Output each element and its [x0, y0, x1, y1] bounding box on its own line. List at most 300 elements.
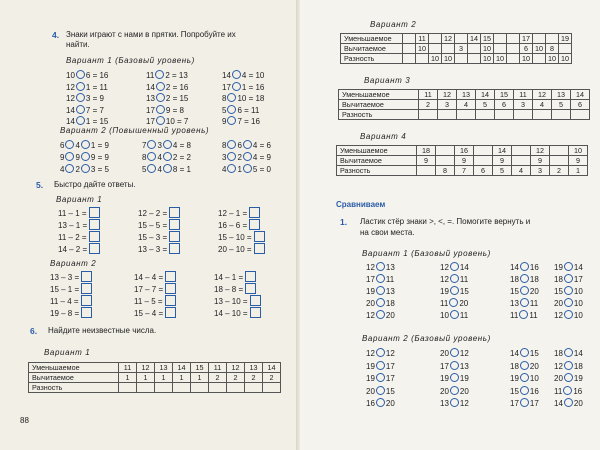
sign-circle[interactable]	[450, 348, 459, 357]
difference-table	[338, 89, 590, 120]
table-cell[interactable]	[457, 110, 476, 120]
expr-part: 12	[366, 349, 375, 358]
expr-text: 13 – 3 =	[138, 245, 168, 254]
task-number: 5.	[36, 180, 44, 190]
table-cell: 5	[552, 100, 571, 110]
sign-circle[interactable]	[519, 310, 528, 319]
sign-expression	[146, 105, 184, 116]
table-cell[interactable]	[550, 146, 569, 156]
sign-circle[interactable]	[450, 386, 459, 395]
compare-expression	[554, 386, 582, 397]
answer-box[interactable]	[250, 295, 261, 306]
expr-part: 15	[510, 386, 519, 396]
sign-circle[interactable]	[376, 274, 385, 283]
sign-circle[interactable]	[232, 70, 241, 79]
table-cell: 11	[119, 363, 137, 373]
sign-expression	[222, 116, 260, 127]
sign-expression	[142, 152, 191, 163]
sign-circle[interactable]	[564, 348, 573, 357]
expr-part: 19	[459, 374, 469, 383]
sign-circle[interactable]	[450, 398, 459, 407]
sign-circle[interactable]	[376, 310, 385, 319]
answer-box[interactable]	[81, 283, 92, 294]
table-cell: 1	[155, 373, 173, 383]
table-cell[interactable]	[512, 156, 531, 166]
table-cell[interactable]	[514, 110, 533, 120]
table-cell[interactable]	[191, 383, 209, 393]
sign-expression	[222, 164, 271, 175]
table-cell[interactable]	[429, 34, 442, 44]
answer-box[interactable]	[245, 283, 256, 294]
expr-part: 12	[440, 275, 449, 284]
expr-part: 3	[157, 141, 162, 150]
table-cell[interactable]	[476, 110, 495, 120]
sign-circle[interactable]	[76, 93, 85, 102]
variant-heading: Вариант 3	[364, 76, 411, 85]
table-cell: 6	[495, 100, 514, 110]
sign-expression	[142, 164, 191, 175]
answer-box[interactable]	[249, 219, 260, 230]
expr-part: 18	[554, 275, 563, 284]
expr-part: 12	[554, 311, 563, 320]
expr-text: 14 – 10 =	[214, 309, 248, 318]
expr-part: 13	[146, 94, 155, 103]
table-cell: 9	[417, 156, 436, 166]
expr-part: 20	[385, 399, 395, 408]
table-cell[interactable]	[507, 34, 520, 44]
sign-expression	[222, 105, 259, 116]
sign-circle[interactable]	[376, 286, 385, 295]
sign-circle[interactable]	[227, 140, 236, 149]
table-cell[interactable]	[512, 146, 531, 156]
compare-expression	[366, 348, 395, 359]
expr-part: 15	[385, 386, 395, 396]
sign-circle[interactable]	[520, 286, 529, 295]
sign-circle[interactable]	[450, 262, 459, 271]
sign-circle[interactable]	[520, 262, 529, 271]
expr-part: 16	[529, 386, 539, 396]
answer-box[interactable]	[165, 295, 176, 306]
expr-part: 19	[573, 374, 583, 383]
expr-part: 12	[66, 82, 75, 92]
task-number: 1.	[340, 217, 348, 227]
expr-part: 11	[459, 275, 469, 284]
sign-circle[interactable]	[81, 152, 90, 161]
table-cell[interactable]	[559, 44, 572, 54]
expr-part: 17	[385, 361, 395, 371]
sign-circle[interactable]	[564, 274, 573, 283]
sign-circle[interactable]	[450, 274, 459, 283]
sign-circle[interactable]	[147, 164, 156, 173]
variant-heading: Вариант 2	[370, 20, 417, 29]
sign-circle[interactable]	[65, 152, 74, 161]
row-label: Вычитаемое	[339, 100, 419, 110]
table-cell[interactable]	[155, 383, 173, 393]
compare-expression	[366, 286, 395, 297]
answer-box[interactable]	[81, 307, 92, 318]
sign-circle[interactable]	[243, 140, 252, 149]
expr-part: 9	[75, 153, 80, 162]
sign-circle[interactable]	[564, 398, 573, 407]
sign-circle[interactable]	[81, 140, 90, 149]
table-cell: 10	[533, 44, 546, 54]
expr-text: 15 – 1 =	[50, 285, 80, 294]
table-cell[interactable]	[571, 110, 590, 120]
expr-part: 11	[510, 311, 519, 320]
sign-circle[interactable]	[450, 373, 459, 382]
table-cell: 4	[512, 166, 531, 176]
sign-expression	[222, 70, 264, 81]
sign-circle[interactable]	[156, 105, 165, 114]
table-cell: 12	[533, 90, 552, 100]
expr-part: 15	[554, 287, 563, 296]
table-cell[interactable]	[263, 383, 281, 393]
task-title: Быстро дайте ответы.	[54, 180, 136, 189]
sign-circle[interactable]	[564, 298, 573, 307]
table-cell: 2	[550, 166, 569, 176]
sign-circle[interactable]	[227, 93, 236, 102]
sign-circle[interactable]	[376, 298, 385, 307]
sign-circle[interactable]	[520, 398, 529, 407]
sign-circle[interactable]	[520, 274, 529, 283]
answer-expression	[138, 219, 180, 231]
table-cell[interactable]	[495, 110, 514, 120]
expr-part: 13	[459, 361, 469, 371]
sign-circle[interactable]	[520, 361, 529, 370]
expr-part: 12	[459, 349, 469, 358]
table-cell[interactable]	[507, 54, 520, 64]
expr-part: 15	[510, 287, 519, 296]
sign-circle[interactable]	[76, 105, 85, 114]
sign-circle[interactable]	[76, 116, 85, 125]
table-cell[interactable]	[227, 383, 245, 393]
table-cell[interactable]	[209, 383, 227, 393]
answer-expression	[134, 307, 176, 319]
answer-expression	[50, 295, 92, 307]
sign-circle[interactable]	[376, 373, 385, 382]
sign-circle[interactable]	[376, 386, 385, 395]
sign-circle[interactable]	[147, 140, 156, 149]
answer-box[interactable]	[89, 207, 100, 218]
table-cell: 6	[474, 166, 493, 176]
table-cell: 13	[457, 90, 476, 100]
table-cell[interactable]	[403, 54, 416, 64]
sign-expression	[222, 140, 271, 151]
table-cell: 13	[552, 90, 571, 100]
sign-circle[interactable]	[520, 348, 529, 357]
table-cell[interactable]	[438, 110, 457, 120]
table-cell: 10	[442, 54, 455, 64]
expr-part: 17	[510, 399, 519, 408]
expr-part: 19	[366, 374, 375, 383]
table-row	[337, 146, 588, 156]
table-cell[interactable]	[403, 34, 416, 44]
answer-box[interactable]	[165, 271, 176, 282]
expr-part: 14	[554, 399, 563, 408]
sign-circle[interactable]	[564, 262, 573, 271]
table-cell[interactable]	[419, 110, 438, 120]
sign-circle[interactable]	[65, 140, 74, 149]
answer-expression	[218, 231, 265, 243]
answer-box[interactable]	[169, 231, 180, 242]
expr-part: 18	[510, 361, 519, 371]
expr-part: 13	[510, 299, 519, 308]
table-cell[interactable]	[494, 44, 507, 54]
compare-expression	[366, 373, 395, 384]
expr-part: 20	[459, 299, 469, 308]
compare-expression	[510, 286, 539, 297]
expr-part: 14	[146, 82, 155, 92]
table-cell: 8	[546, 44, 559, 54]
compare-expression	[366, 262, 395, 273]
answer-box[interactable]	[169, 243, 180, 254]
sign-circle[interactable]	[450, 310, 459, 319]
table-cell[interactable]	[119, 383, 137, 393]
answer-box[interactable]	[254, 231, 265, 242]
sign-circle[interactable]	[520, 386, 529, 395]
table-cell: 4	[457, 100, 476, 110]
sign-circle[interactable]	[563, 386, 572, 395]
table-cell[interactable]	[468, 44, 481, 54]
expr-part: 6	[237, 141, 242, 150]
expr-part: 4	[157, 165, 162, 174]
variant-heading: Вариант 1 (Базовый уровень)	[66, 56, 195, 65]
sign-circle[interactable]	[376, 262, 385, 271]
answer-expression	[134, 295, 176, 307]
sign-circle[interactable]	[450, 286, 459, 295]
sign-circle[interactable]	[564, 286, 573, 295]
table-row	[341, 44, 572, 54]
sign-circle[interactable]	[155, 70, 164, 79]
table-cell[interactable]	[429, 44, 442, 54]
right-page	[300, 0, 600, 450]
answer-box[interactable]	[89, 219, 100, 230]
answer-box[interactable]	[250, 307, 261, 318]
compare-expression	[440, 373, 469, 384]
compare-expression	[554, 274, 583, 285]
answer-box[interactable]	[81, 295, 92, 306]
expr-text: 11 – 1 =	[58, 209, 87, 218]
expr-part: 10	[440, 311, 449, 320]
expr-part: 10	[573, 299, 583, 308]
table-cell: 19	[559, 34, 572, 44]
sign-circle[interactable]	[564, 361, 573, 370]
expr-text: 15 – 10 =	[218, 233, 252, 242]
sign-circle[interactable]	[227, 152, 236, 161]
answer-box[interactable]	[254, 243, 265, 254]
answer-box[interactable]	[169, 219, 180, 230]
answer-box[interactable]	[169, 207, 180, 218]
sign-circle[interactable]	[163, 152, 172, 161]
table-cell[interactable]	[403, 44, 416, 54]
sign-circle[interactable]	[520, 373, 529, 382]
expr-part: 16	[529, 263, 539, 272]
answer-box[interactable]	[245, 271, 256, 282]
table-cell[interactable]	[494, 34, 507, 44]
expr-part: 19	[510, 374, 519, 383]
compare-expression	[440, 361, 469, 372]
table-cell: 1	[137, 373, 155, 383]
row-label: Уменьшаемое	[29, 363, 119, 373]
expr-part: 3	[222, 153, 227, 162]
expr-part: 12	[366, 311, 375, 320]
expr-part: 1 = 16	[241, 82, 265, 92]
table-cell[interactable]	[474, 146, 493, 156]
table-cell: 14	[263, 363, 281, 373]
table-row	[339, 100, 590, 110]
answer-expression	[214, 295, 261, 307]
sign-circle[interactable]	[156, 93, 165, 102]
sign-circle[interactable]	[163, 140, 172, 149]
expr-text: 20 – 10 =	[218, 245, 252, 254]
compare-expression	[366, 298, 395, 309]
compare-expression	[510, 274, 539, 285]
sign-circle[interactable]	[450, 361, 459, 370]
table-cell[interactable]	[533, 34, 546, 44]
sign-circle[interactable]	[147, 152, 156, 161]
sign-circle[interactable]	[564, 310, 573, 319]
table-cell[interactable]	[173, 383, 191, 393]
answer-box[interactable]	[165, 283, 176, 294]
compare-expression	[510, 361, 539, 372]
table-cell[interactable]	[436, 156, 455, 166]
expr-part: 1 = 15	[85, 117, 109, 126]
answer-box[interactable]	[89, 243, 100, 254]
sign-circle[interactable]	[76, 70, 85, 79]
expr-part: 9	[60, 153, 65, 162]
answer-box[interactable]	[89, 231, 100, 242]
compare-expression	[554, 310, 583, 321]
compare-expression	[510, 298, 538, 309]
sign-circle[interactable]	[156, 116, 165, 125]
table-cell[interactable]	[442, 44, 455, 54]
expr-part: 11	[554, 386, 563, 396]
sign-circle[interactable]	[243, 152, 252, 161]
table-cell: 11	[514, 90, 533, 100]
table-cell[interactable]	[533, 54, 546, 64]
table-cell[interactable]	[546, 34, 559, 44]
table-cell: 3	[438, 100, 457, 110]
sign-circle[interactable]	[376, 398, 385, 407]
table-cell[interactable]	[245, 383, 263, 393]
expr-part: 17	[366, 275, 375, 284]
table-row	[339, 90, 590, 100]
table-cell: 14	[476, 90, 495, 100]
answer-box[interactable]	[249, 207, 260, 218]
table-cell: 17	[520, 34, 533, 44]
compare-expression	[440, 310, 468, 321]
sign-circle[interactable]	[76, 82, 85, 91]
table-cell[interactable]	[436, 146, 455, 156]
table-cell[interactable]	[455, 54, 468, 64]
sign-expression	[146, 93, 188, 104]
table-cell[interactable]	[455, 34, 468, 44]
difference-table	[336, 145, 588, 176]
table-cell[interactable]	[533, 110, 552, 120]
expr-part: 17	[146, 105, 155, 115]
answer-expression	[58, 207, 100, 219]
table-cell[interactable]	[552, 110, 571, 120]
sign-circle[interactable]	[520, 298, 529, 307]
table-cell: 12	[438, 90, 457, 100]
expr-part: 9	[222, 117, 227, 126]
compare-expression	[440, 386, 469, 397]
variant-heading: Вариант 1	[44, 348, 91, 357]
table-cell: 18	[417, 146, 436, 156]
sign-circle[interactable]	[376, 348, 385, 357]
task-title-cont: на свои места.	[360, 228, 415, 237]
sign-circle[interactable]	[227, 116, 236, 125]
task-title: Ластик стёр знаки >, <, =. Помогите вернуть и	[360, 217, 531, 226]
expr-part: 14	[66, 105, 75, 115]
table-cell: 2	[419, 100, 438, 110]
sign-expression	[222, 82, 264, 93]
sign-circle[interactable]	[227, 164, 236, 173]
table-cell: 10	[416, 44, 429, 54]
expr-text: 17 – 7 =	[134, 285, 164, 294]
expr-part: 7	[142, 141, 147, 150]
sign-circle[interactable]	[65, 164, 74, 173]
table-row	[339, 110, 590, 120]
table-cell[interactable]	[137, 383, 155, 393]
expr-part: 4	[222, 165, 227, 174]
expr-part: 15	[459, 287, 469, 296]
sign-circle[interactable]	[227, 105, 236, 114]
expr-part: 10	[529, 374, 539, 383]
expr-part: 2 = 13	[165, 71, 188, 80]
sign-expression	[60, 164, 109, 175]
sign-circle[interactable]	[243, 164, 252, 173]
answer-box[interactable]	[165, 307, 176, 318]
answer-box[interactable]	[81, 271, 92, 282]
sign-circle[interactable]	[564, 373, 573, 382]
sign-circle[interactable]	[81, 164, 90, 173]
table-cell: 8	[436, 166, 455, 176]
table-cell: 10	[546, 54, 559, 64]
table-cell[interactable]	[474, 156, 493, 166]
table-cell: 1	[569, 166, 588, 176]
table-cell[interactable]	[550, 156, 569, 166]
expr-part: 17	[529, 399, 539, 408]
table-row	[29, 383, 281, 393]
answer-expression	[50, 271, 92, 283]
sign-circle[interactable]	[163, 164, 172, 173]
expr-part: 19	[554, 263, 563, 272]
sign-circle[interactable]	[376, 361, 385, 370]
sign-circle[interactable]	[232, 82, 241, 91]
table-cell: 14	[493, 146, 512, 156]
expr-part: 20	[554, 299, 563, 308]
table-cell[interactable]	[417, 166, 436, 176]
table-cell[interactable]	[468, 54, 481, 64]
table-cell[interactable]	[507, 44, 520, 54]
expr-part: 8	[222, 141, 227, 150]
table-cell: 9	[455, 156, 474, 166]
expr-part: 3 = 9	[85, 94, 104, 103]
expr-part: 18	[385, 299, 395, 308]
expr-part: 10 = 7	[165, 117, 189, 126]
sign-circle[interactable]	[156, 82, 165, 91]
expr-part: 4	[157, 153, 162, 162]
expr-part: 6 = 16	[85, 71, 109, 80]
table-cell: 3	[514, 100, 533, 110]
variant-heading: Вариант 4	[360, 132, 407, 141]
sign-circle[interactable]	[449, 298, 458, 307]
table-cell[interactable]	[416, 54, 429, 64]
expr-text: 16 – 6 =	[218, 221, 248, 230]
answer-expression	[134, 283, 176, 295]
expr-part: 6 = 11	[237, 105, 260, 115]
